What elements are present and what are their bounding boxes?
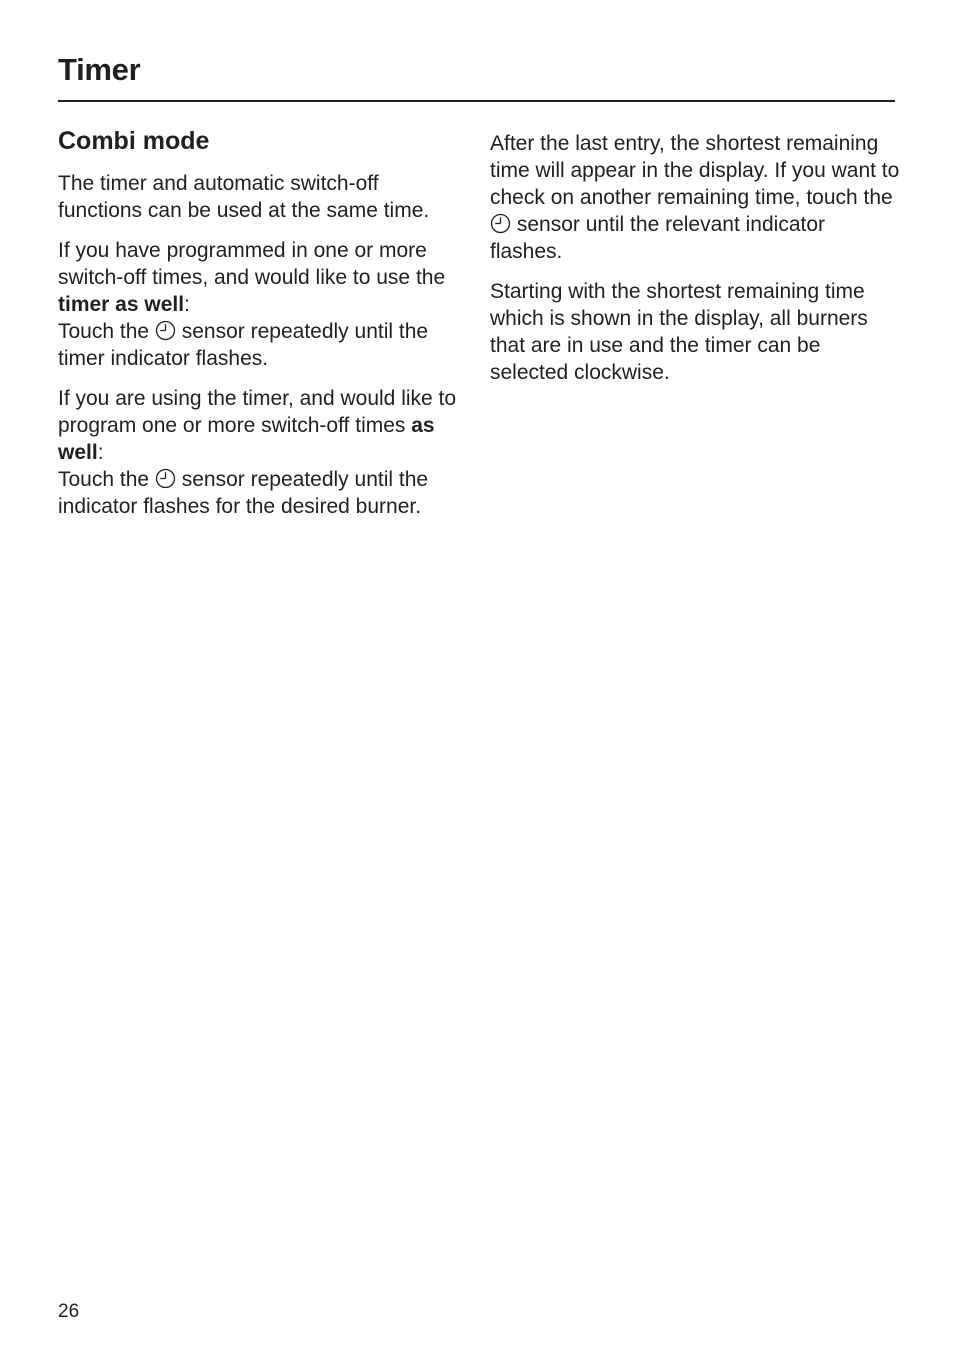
clock-icon — [490, 213, 511, 234]
page-title: Timer — [58, 52, 141, 87]
title-divider — [58, 100, 895, 102]
paragraph-text: sensor until the relevant indicator flashes. — [490, 213, 826, 263]
instruction-text: Touch the — [58, 320, 155, 343]
right-column — [490, 130, 900, 399]
left-column — [58, 124, 468, 533]
emphasis-text: timer as well — [58, 293, 185, 316]
instruction-text: sensor repeatedly until the indicator flashes for the desired burner. — [58, 468, 429, 518]
paragraph-timer-as-well — [58, 237, 468, 372]
emphasis-text: as well — [58, 414, 435, 464]
instruction-text: sensor repeatedly until the timer indicator flashes. — [58, 320, 429, 370]
paragraph-last-entry — [490, 130, 900, 265]
paragraph-intro: The timer and automatic switch-off functions can be used at the same time. — [58, 172, 430, 222]
page-number: 26 — [58, 1301, 80, 1322]
paragraph-text: After the last entry, the shortest remaining time will appear in the display. If you want to check on another remaining time, touch the — [490, 132, 900, 209]
clock-icon — [155, 320, 176, 341]
paragraph-text: If you are using the timer, and would like to program one or more switch-off times — [58, 387, 457, 437]
paragraph-clockwise: Starting with the shortest remaining time which is shown in the display, all burners that are in use and the timer can be selected clockwise. — [490, 280, 868, 384]
paragraph-text: If you have programmed in one or more switch-off times, and would like to use the — [58, 239, 446, 289]
clock-icon — [155, 468, 176, 489]
paragraph-switch-off-as-well — [58, 385, 468, 520]
paragraph-text: : — [184, 293, 190, 316]
paragraph-text: : — [97, 441, 104, 464]
section-heading: Combi mode — [58, 127, 210, 155]
instruction-text: Touch the — [58, 468, 155, 491]
